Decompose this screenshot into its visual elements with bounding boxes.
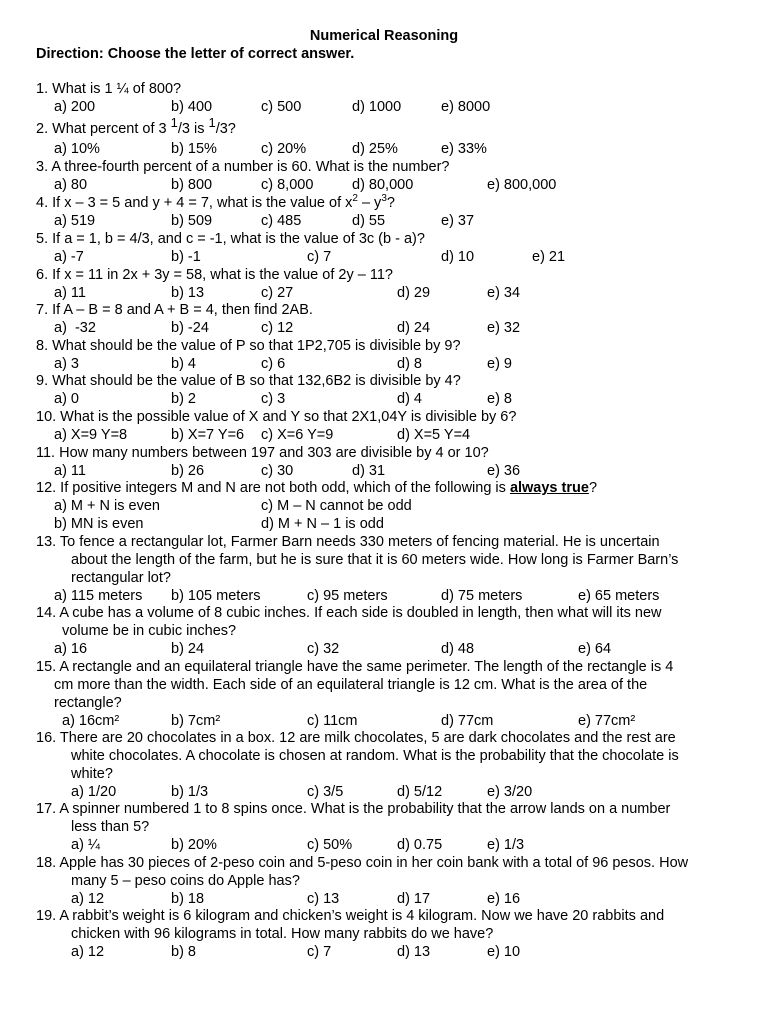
option-b: b) MN is even: [54, 515, 144, 532]
question-5: [36, 231, 736, 267]
option-e: e) 1/3: [487, 836, 525, 853]
superscript: 2: [352, 193, 358, 204]
options-row: [36, 891, 736, 909]
question-stem-continued: less than 5?: [71, 818, 150, 835]
option-d: d) 80,000: [352, 176, 414, 193]
option-e: e) 16: [487, 890, 521, 907]
question-stem: 15. A rectangle and an equilateral triangle have the same perimeter. The length of the rectangle is 4: [36, 659, 674, 675]
option-c: c) 11cm: [307, 712, 358, 729]
options-row: [36, 498, 736, 516]
option-e: e) 36: [487, 462, 521, 479]
options-row: [36, 427, 736, 445]
question-stem: 11. How many numbers between 197 and 303 are divisible by 4 or 10?: [36, 445, 489, 461]
options-row: [36, 141, 736, 159]
option-d: d) 24: [397, 319, 431, 336]
question-9: [36, 373, 736, 409]
option-d: d) 8: [397, 355, 422, 372]
option-a: a) 11: [54, 462, 86, 479]
option-b: b) X=7 Y=6: [171, 426, 245, 443]
question-stem: 10. What is the possible value of X and Y so that 2X1,04Y is divisible by 6?: [36, 409, 517, 425]
option-c: c) 12: [261, 319, 294, 336]
question-stem-continued: cm more than the width. Each side of an equilateral triangle is 12 cm. What is the area of the: [54, 676, 648, 693]
question-stem-continued: white chocolates. A chocolate is chosen at random. What is the probability that the chocolate is: [71, 747, 679, 764]
option-d: d) M + N – 1 is odd: [261, 515, 384, 532]
option-a: a) -7: [54, 248, 84, 265]
question-stem: 4. If x – 3 = 5 and y + 4 = 7, what is the value of $x^2 - y^3$?: [36, 193, 395, 211]
option-d: d) 75 meters: [441, 587, 523, 604]
question-stem-continued: white?: [71, 765, 113, 782]
question-17: [36, 801, 736, 855]
option-b: b) -24: [171, 319, 209, 336]
option-a: a) 519: [54, 212, 96, 229]
option-e: e) 9: [487, 355, 512, 372]
question-2: [36, 117, 736, 159]
options-row: [36, 713, 736, 731]
option-e: e) 34: [487, 284, 521, 301]
question-6: [36, 267, 736, 303]
option-d: d) 10: [441, 248, 475, 265]
option-c: c) X=6 Y=9: [261, 426, 334, 443]
question-8: [36, 338, 736, 374]
question-12: [36, 480, 736, 534]
options-row: [36, 837, 736, 855]
option-a: a) 1/20: [71, 783, 117, 800]
emphasis-text: always true: [509, 480, 589, 496]
option-a: a) 80: [54, 176, 88, 193]
option-b: b) 15%: [171, 141, 217, 157]
option-b: b) 1/3: [171, 783, 209, 800]
question-4: [36, 195, 736, 231]
question-stem: 7. If A – B = 8 and A + B = 4, then find 2AB.: [36, 302, 313, 318]
option-e: e) 800,000: [487, 176, 557, 193]
option-a: a) 12: [71, 890, 105, 907]
option-e: e) 33%: [441, 141, 487, 157]
option-c: c) 32: [307, 640, 340, 657]
question-stem: 17. A spinner numbered 1 to 8 spins once. What is the probability that the arrow lands on a number: [36, 801, 671, 817]
option-b: b) 13: [171, 284, 205, 301]
question-stem-continued: rectangular lot?: [71, 569, 171, 586]
question-18: [36, 855, 736, 909]
option-a: a) X=9 Y=8: [54, 426, 128, 443]
option-b: b) 4: [171, 355, 196, 372]
question-stem: 8. What should be the value of P so that 1P2,705 is divisible by 9?: [36, 338, 461, 354]
options-row: [36, 944, 736, 962]
option-e: e) 77cm²: [578, 712, 636, 729]
option-e: e) 37: [441, 212, 475, 229]
option-e: e) 3/20: [487, 783, 533, 800]
option-a: a) 11: [54, 284, 86, 301]
option-d: d) 55: [352, 212, 386, 229]
fraction-numerator: 1: [170, 115, 178, 130]
options-row: [36, 356, 736, 374]
question-stem: 3. A three-fourth percent of a number is 60. What is the number?: [36, 159, 450, 175]
option-c: c) 6: [261, 355, 286, 372]
option-c: c) 3/5: [307, 783, 344, 800]
option-c: c) 8,000: [261, 176, 314, 193]
options-row: [36, 463, 736, 481]
question-stem-continued: about the length of the farm, but he is sure that it is 60 meters wide. How long is Farmer Barn’s: [71, 551, 679, 568]
option-a: a) 16cm²: [62, 712, 120, 729]
option-a: a) 16: [54, 640, 88, 657]
option-c: c) 95 meters: [307, 587, 388, 604]
option-b: b) 7cm²: [171, 712, 221, 729]
option-b: b) 8: [171, 943, 196, 960]
options-row: [36, 213, 736, 231]
question-stem: 6. If x = 11 in 2x + 3y = 58, what is the value of 2y – 11?: [36, 267, 393, 283]
question-stem: 13. To fence a rectangular lot, Farmer Barn needs 330 meters of fencing material. He is uncertain: [36, 534, 660, 550]
option-e: e) 64: [578, 640, 612, 657]
option-d: d) 5/12: [397, 783, 443, 800]
option-c: c) 7: [307, 248, 332, 265]
question-stem: 2. What percent of 3 1/3 is 1/3?: [36, 115, 236, 137]
option-b: b) -1: [171, 248, 201, 265]
option-d: d) 31: [352, 462, 386, 479]
question-stem: 12. If positive integers M and N are not both odd, which of the following is always true?: [36, 480, 598, 496]
option-a: a) 0: [54, 390, 79, 407]
option-a: a) 12: [71, 943, 105, 960]
option-e: e) 10: [487, 943, 521, 960]
worksheet-title: Numerical Reasoning: [309, 28, 459, 44]
options-row: [36, 320, 736, 338]
question-stem: 18. Apple has 30 pieces of 2-peso coin and 5-peso coin in her coin bank with a total of 96 pesos. How: [36, 855, 689, 871]
option-e: e) 8000: [441, 98, 491, 115]
option-a: a) 200: [54, 98, 96, 115]
question-15: [36, 659, 736, 731]
question-1: [36, 81, 736, 117]
question-stem: 16. There are 20 chocolates in a box. 12 are milk chocolates, 5 are dark chocolates and the rest are: [36, 730, 676, 746]
question-10: [36, 409, 736, 445]
option-c: c) 20%: [261, 141, 307, 157]
question-13: [36, 534, 736, 606]
fraction-denominator: /3: [215, 121, 228, 137]
options-row: [36, 249, 736, 267]
option-b: b) 24: [171, 640, 205, 657]
option-a: a) ¼: [71, 836, 101, 853]
question-3: [36, 159, 736, 195]
option-c: c) 30: [261, 462, 294, 479]
option-b: b) 18: [171, 890, 205, 907]
option-c: c) 7: [307, 943, 332, 960]
option-d: d) 77cm: [441, 712, 494, 729]
option-a: a) -32: [54, 319, 96, 336]
direction-text: Direction: Choose the letter of correct answer.: [36, 46, 355, 62]
options-row: [36, 784, 736, 802]
option-d: d) 4: [397, 390, 422, 407]
question-19: [36, 908, 736, 962]
question-stem: 14. A cube has a volume of 8 cubic inches. If each side is doubled in length, then what will its new: [36, 605, 662, 621]
option-d: d) 1000: [352, 98, 402, 115]
option-c: c) 27: [261, 284, 294, 301]
question-stem: 9. What should be the value of B so that 132,6B2 is divisible by 4?: [36, 373, 461, 389]
question-stem-continued: rectangle?: [54, 694, 122, 711]
option-c: c) 50%: [307, 836, 353, 853]
option-d: d) 17: [397, 890, 431, 907]
option-e: e) 32: [487, 319, 521, 336]
option-d: d) X=5 Y=4: [397, 426, 471, 443]
superscript: 3: [381, 193, 387, 204]
question-stem-continued: many 5 – peso coins do Apple has?: [71, 872, 300, 889]
question-stem-continued: volume be in cubic inches?: [62, 622, 237, 639]
option-c: c) 13: [307, 890, 340, 907]
options-row: [36, 516, 736, 534]
option-d: d) 48: [441, 640, 475, 657]
question-14: [36, 605, 736, 659]
fraction-denominator: /3: [177, 121, 190, 137]
option-d: d) 0.75: [397, 836, 443, 853]
option-a: a) 3: [54, 355, 79, 372]
question-stem: 1. What is 1 ¼ of 800?: [36, 81, 182, 97]
option-b: b) 400: [171, 98, 213, 115]
option-b: b) 509: [171, 212, 213, 229]
fraction-numerator: 1: [208, 115, 216, 130]
option-d: d) 13: [397, 943, 431, 960]
option-c: c) 500: [261, 98, 302, 115]
option-c: c) 485: [261, 212, 302, 229]
question-16: [36, 730, 736, 802]
question-7: [36, 302, 736, 338]
option-b: b) 20%: [171, 836, 217, 853]
option-a: a) 115 meters: [54, 587, 143, 604]
options-row: [36, 391, 736, 409]
question-11: [36, 445, 736, 481]
options-row: [36, 99, 736, 117]
option-e: e) 65 meters: [578, 587, 660, 604]
option-d: d) 25%: [352, 141, 398, 157]
option-a: a) 10%: [54, 141, 100, 157]
options-row: [36, 641, 736, 659]
option-b: b) 2: [171, 390, 196, 407]
option-c: c) 3: [261, 390, 286, 407]
option-e: e) 21: [532, 248, 566, 265]
option-b: b) 105 meters: [171, 587, 261, 604]
option-b: b) 26: [171, 462, 205, 479]
question-stem: 5. If a = 1, b = 4/3, and c = -1, what is the value of 3c (b - a)?: [36, 231, 425, 247]
options-row: [36, 285, 736, 303]
option-d: d) 29: [397, 284, 431, 301]
option-a: a) M + N is even: [54, 497, 160, 514]
question-stem-continued: chicken with 96 kilograms in total. How many rabbits do we have?: [71, 925, 494, 942]
option-b: b) 800: [171, 176, 213, 193]
question-stem: 19. A rabbit’s weight is 6 kilogram and chicken’s weight is 4 kilogram. Now we have 20 rabbits and: [36, 908, 665, 924]
option-c: c) M – N cannot be odd: [261, 497, 412, 514]
options-row: [36, 588, 736, 606]
option-e: e) 8: [487, 390, 512, 407]
